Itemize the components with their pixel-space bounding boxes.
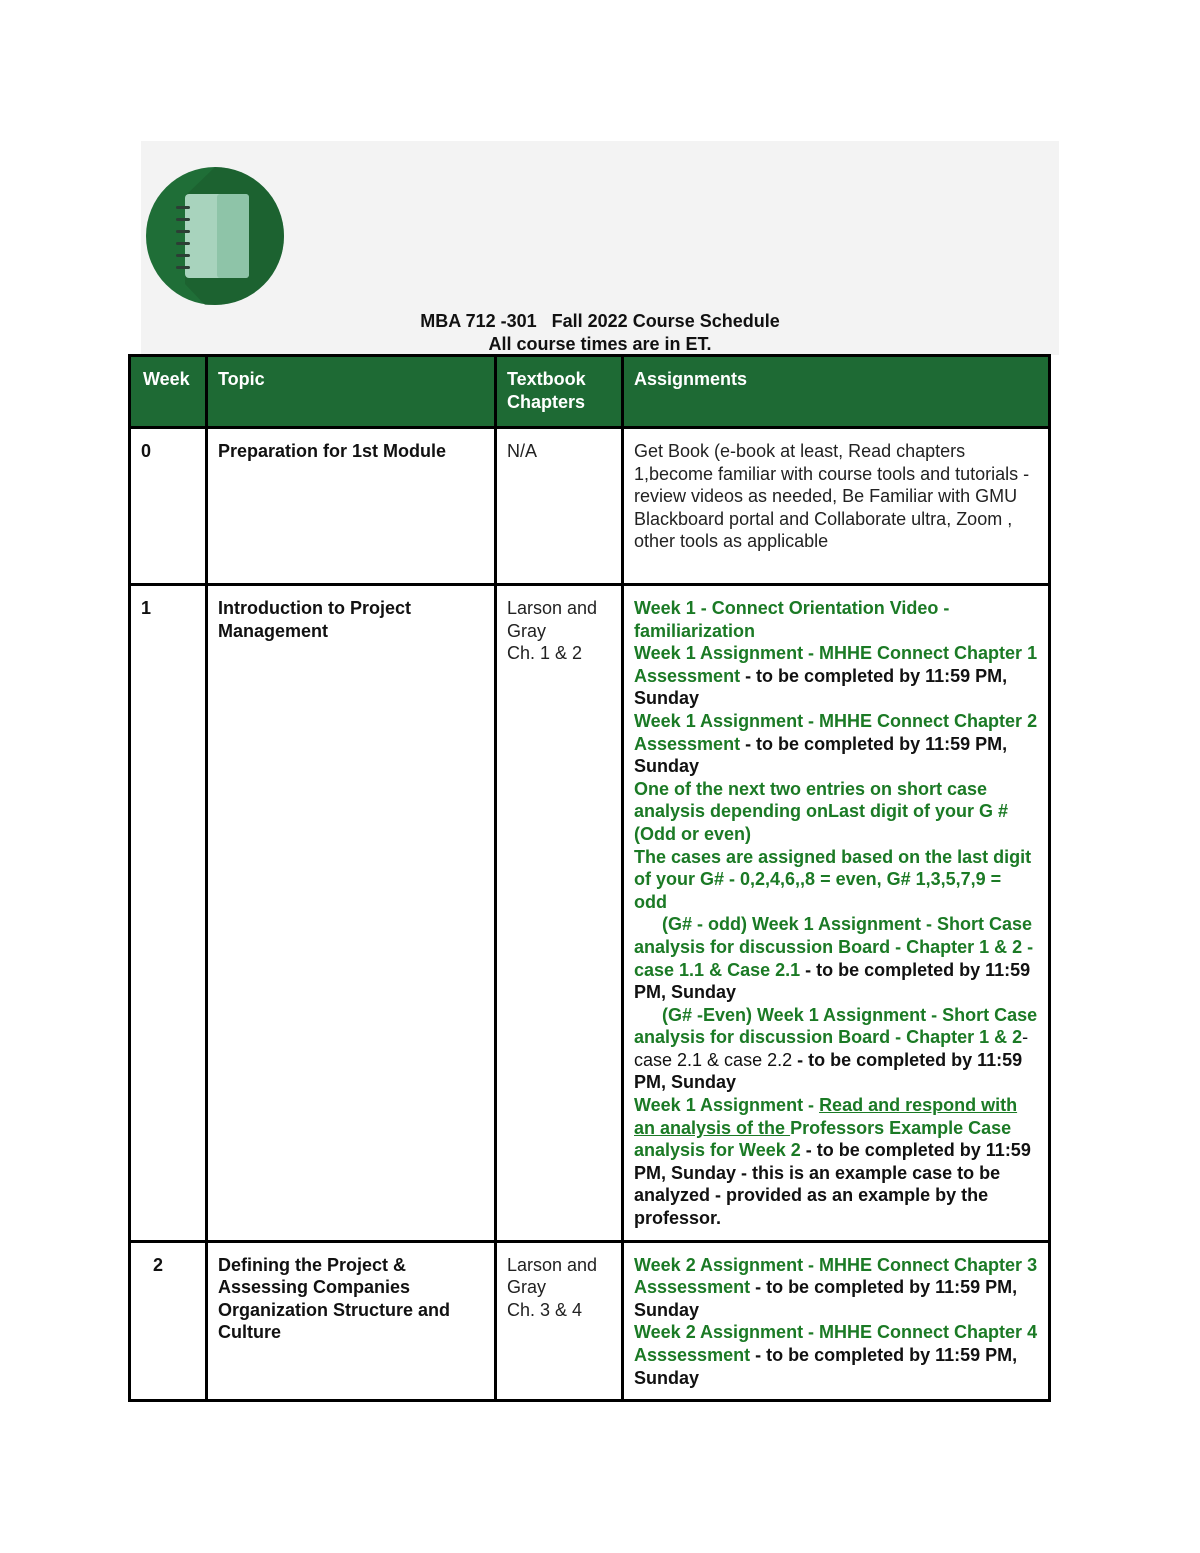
week-number: 1	[130, 585, 207, 1242]
assignment-title: Week 1 Assignment -	[634, 1095, 820, 1116]
course-schedule-table	[128, 354, 1051, 1402]
assignment-title: Week 1 Assignment - MHHE Connect Chapter 1 Assessment	[634, 643, 1038, 686]
assignment-due: - to be completed by 11:59 PM, Sunday - this is an example case to be analyzed - provided as an example by the professor.	[634, 1140, 1031, 1229]
assignment-title: (G# -Even) Week 1 Assignment - Short Case analysis for discussion Board - Chapter 1 & 2	[634, 1004, 1038, 1048]
assignment-due: - to be completed by 11:59 PM, Sunday	[634, 733, 1008, 777]
assignment-due: - to be completed by 11:59 PM, Sunday	[634, 1345, 1018, 1388]
topic-cell: Defining the Project & Assessing Companies Organization Structure and Culture	[207, 1241, 496, 1401]
assignments-cell: Get Book (e-book at least, Read chapters 1,become familiar with course tools and tutorials - review videos as needed, Be Familiar with GMU Blackboard portal and Collaborate ultra, Zoom , other tools as applicable	[623, 428, 1050, 585]
assignments-cell	[623, 585, 1050, 1242]
title-line-1: MBA 712 -301 Fall 2022 Course Schedule	[420, 311, 780, 331]
chapters-book: Larson and Gray	[507, 598, 598, 641]
assignment-due: - to be completed by 11:59 PM, Sunday	[634, 665, 1008, 709]
table-row	[130, 585, 1050, 1242]
assignment-item	[634, 913, 1038, 1003]
assignment-title: Week 1 Assignment - MHHE Connect Chapter 2 Assessment	[634, 710, 1038, 754]
assignment-title: Week 2 Assignment - MHHE Connect Chapter 4 Asssessment	[634, 1322, 1038, 1365]
table-row	[130, 1241, 1050, 1401]
title-line-2: All course times are in ET.	[488, 334, 712, 354]
table-header-row	[130, 356, 1050, 428]
header-assignments: Assignments	[623, 356, 1050, 428]
chapters-cell: N/A	[496, 428, 623, 585]
assignment-title: Professors Example Case analysis for Week 2	[634, 1117, 1012, 1161]
assignment-link[interactable]: Read and respond with an analysis of the	[634, 1095, 1018, 1138]
assignment-item	[634, 642, 1038, 710]
header-topic: Topic	[207, 356, 496, 428]
assignment-title: Week 2 Assignment - MHHE Connect Chapter 3 Asssessment	[634, 1254, 1038, 1298]
assignment-note: One of the next two entries on short case analysis depending onLast digit of your G # (Odd or even)	[634, 778, 1009, 844]
chapters-range: Ch. 3 & 4	[507, 1299, 583, 1320]
week-number: 0	[130, 428, 207, 585]
table-row	[130, 428, 1050, 585]
chapters-cell	[496, 585, 623, 1242]
assignment-item	[634, 1254, 1038, 1322]
notebook-icon	[145, 166, 285, 306]
chapters-range: Ch. 1 & 2	[507, 643, 583, 664]
assignment-cases: - case 2.1 & case 2.2	[634, 1027, 1029, 1070]
chapters-book: Larson and Gray	[507, 1254, 598, 1298]
header-week: Week	[130, 356, 207, 428]
document-title	[141, 310, 1059, 356]
assignment-due: - to be completed by 11:59 PM, Sunday	[634, 1277, 1018, 1320]
assignment-item	[634, 1004, 1038, 1094]
assignment-item	[634, 1321, 1038, 1389]
assignment-title: (G# - odd) Week 1 Assignment - Short Case analysis for discussion Board - Chapter 1 & 2 - case 1.1 & Case 2.1	[634, 914, 1034, 980]
header-chapters: Textbook Chapters	[496, 356, 623, 428]
assignment-note: The cases are assigned based on the last digit of your G# - 0,2,4,6,,8 = even, G# 1,3,5,7,9 = odd	[634, 846, 1032, 912]
topic-cell: Preparation for 1st Module	[207, 428, 496, 585]
assignment-item: Week 1 - Connect Orientation Video - familiarization	[634, 598, 950, 641]
assignment-due: - to be completed by 11:59 PM, Sunday	[634, 959, 1031, 1003]
week-number: 2	[130, 1241, 207, 1401]
assignment-item	[634, 1094, 1038, 1230]
assignment-due: - to be completed by 11:59 PM, Sunday	[634, 1049, 1023, 1093]
topic-cell: Introduction to Project Management	[207, 585, 496, 1242]
assignments-cell	[623, 1241, 1050, 1401]
assignment-item	[634, 710, 1038, 778]
chapters-cell	[496, 1241, 623, 1401]
